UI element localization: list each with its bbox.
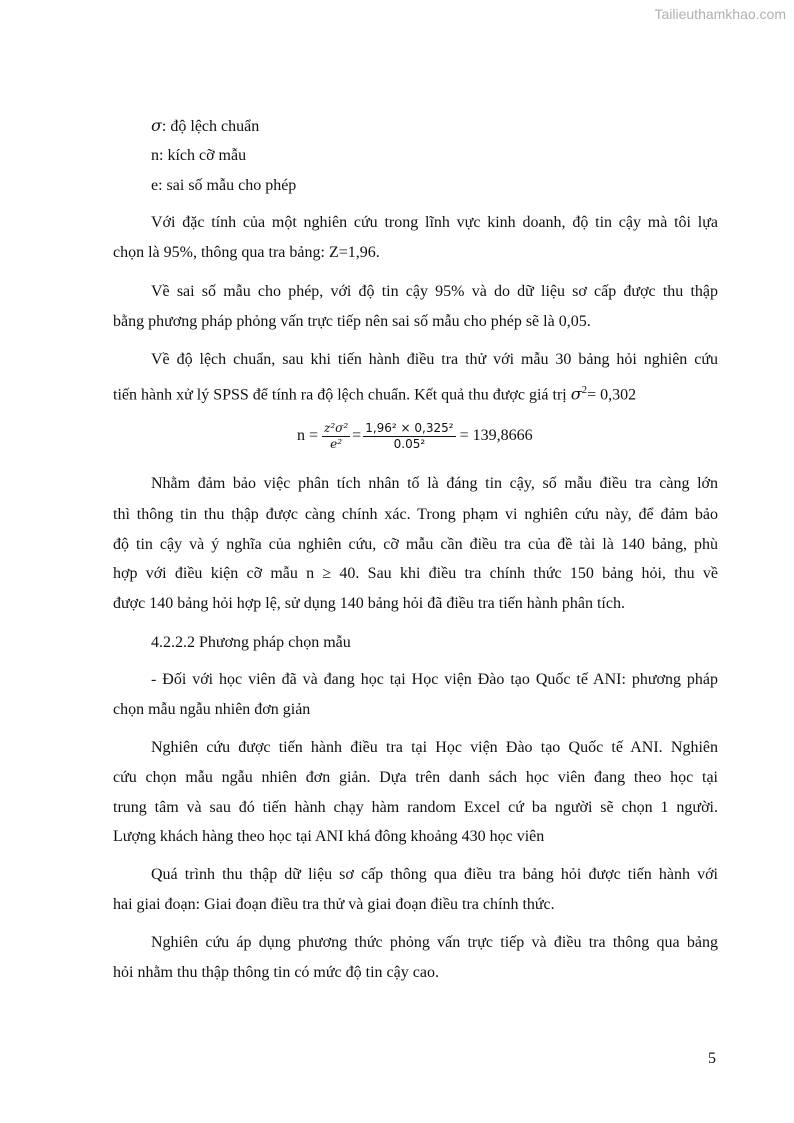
formula-fraction-symbolic [322,421,350,452]
paragraph-2-line-2: bằng phương pháp phỏng vấn trực tiếp nên sai số mẫu cho phép sẽ là 0,05. [113,313,591,330]
paragraph-3-line-2 [113,380,636,405]
fraction-numerator: 1,96² × 0,325² [365,420,454,435]
fraction-denominator: 0.05² [393,436,426,451]
fraction-numerator: z²σ² [324,420,349,435]
paragraph-1-line-2: chọn là 95%, thông qua tra bảng: Z=1,96. [113,244,380,261]
paragraph-4-line-1: Nhằm đảm bảo việc phân tích nhân tố là đáng tin cậy, số mẫu điều tra càng lớn [151,475,718,492]
paragraph-5-line-2: chọn mẫu ngẫu nhiên đơn giản [113,701,311,718]
section-heading: 4.2.2.2 Phương pháp chọn mẫu [151,634,351,651]
paragraph-3-line-1: Về độ lệch chuẩn, sau khi tiến hành điều tra thử với mẫu 30 bảng hỏi nghiên cứu [151,351,718,368]
paragraph-4-line-3: độ tin cậy và ý nghĩa của nghiên cứu, cỡ mẫu cần điều tra của đề tài là 140 bảng, phù [113,536,718,553]
definition-e: e: sai số mẫu cho phép [151,177,297,194]
superscript-2: 2 [581,384,588,396]
paragraph-5-line-1: - Đối với học viên đã và đang học tại Học viện Đào tạo Quốc tế ANI: phương pháp [151,671,718,688]
sample-size-formula [297,414,533,458]
paragraph-6-line-2: cứu chọn mẫu ngẫu nhiên đơn giản. Dựa trên danh sách học viên đang theo học tại [113,769,718,786]
paragraph-2-line-1: Về sai số mẫu cho phép, với độ tin cậy 95% và do dữ liệu sơ cấp được thu thập [151,283,718,300]
definition-n: n: kích cỡ mẫu [151,147,247,164]
formula-fraction-numeric [363,421,455,452]
page-number: 5 [708,1050,716,1067]
paragraph-7-line-1: Quá trình thu thập dữ liệu sơ cấp thông qua điều tra bảng hỏi được tiến hành với [151,866,718,883]
paragraph-8-line-1: Nghiên cứu áp dụng phương thức phỏng vấn trực tiếp và điều tra thông qua bảng [151,934,718,951]
paragraph-6-line-1: Nghiên cứu được tiến hành điều tra tại Học viện Đào tạo Quốc tế ANI. Nghiên [151,739,718,756]
paragraph-4-line-4: hợp với điều kiện cỡ mẫu n ≥ 40. Sau khi điều tra chính thức 150 bảng hỏi, thu về [113,565,718,582]
paragraph-7-line-2: hai giai đoạn: Giai đoạn điều tra thử và giai đoạn điều tra chính thức. [113,896,555,913]
definition-text: : độ lệch chuẩn [161,118,260,135]
watermark: Tailieuthamkhao.com [654,6,786,22]
paragraph-1-line-1: Với đặc tính của một nghiên cứu trong lĩnh vực kinh doanh, độ tin cậy mà tôi lựa [151,214,718,231]
paragraph-8-line-2: hỏi nhằm thu thập thông tin có mức độ tin cậy cao. [113,964,439,981]
paragraph-4-line-5: được 140 bảng hỏi hợp lệ, sử dụng 140 bảng hỏi đã điều tra tiến hành phân tích. [113,595,625,612]
fraction-denominator: e² [330,436,343,451]
definition-sigma [151,116,259,137]
sigma-symbol: σ [151,116,162,135]
paragraph-3-text: tiến hành xử lý SPSS để tính ra độ lệch chuẩn. Kết quả thu được giá trị [113,386,567,404]
paragraph-4-line-2: thì thông tin thu thập được càng chính xác. Trong phạm vi nghiên cứu này, để đảm bảo [113,506,718,523]
formula-equals: = [352,427,362,444]
sigma-value: = 0,302 [587,386,637,404]
formula-lhs: n = [297,427,319,444]
paragraph-6-line-3: trung tâm và sau đó tiến hành chạy hàm random Excel cứ ba người sẽ chọn 1 người. [113,799,718,816]
paragraph-6-line-4: Lượng khách hàng theo học tại ANI khá đông khoảng 430 học viên [113,828,545,845]
formula-result: = 139,8666 [459,427,533,444]
sigma-symbol: σ [570,384,582,404]
